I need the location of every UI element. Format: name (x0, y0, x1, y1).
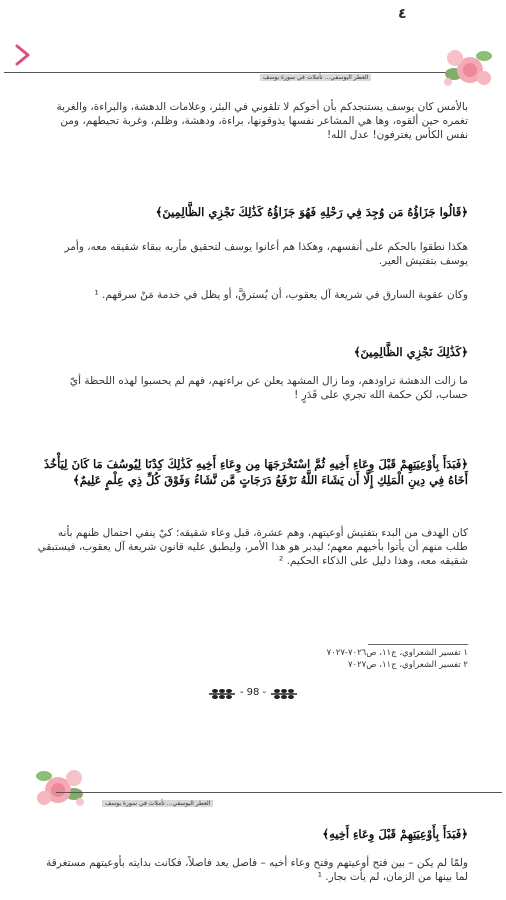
page-number: - 98 - (239, 687, 267, 698)
top-page-mark: ٤ (398, 6, 407, 22)
paragraph-4: ما زالت الدهشة تراودهم، وما زال المشهد يعلن عن براءتهم، فهم لم يحسبوا لهذه اللحظة أيّ حساب، لكن حكمة الله تجري على قَدَرٍ ! (69, 375, 468, 401)
footnote-1: ١ تفسير الشعراوي، ج١١، ص٧٠٢٦-٧٠٢٧ (326, 648, 468, 658)
flower-ornament-icon (440, 44, 494, 90)
flower-ornament-icon (34, 764, 88, 810)
next-verse-1: ﴿فَبَدَأَ بِأَوْعِيَتِهِمْ قَبْلَ وِعَاءِ أَخِيهِ﴾ (322, 827, 468, 841)
footnote-2: ٢ تفسير الشعراوي، ج١١، ص٧٠٢٧ (347, 660, 468, 670)
footnote-rule (368, 644, 468, 645)
paragraph-5: كان الهدف من البدء بتفتيش أوعيتهم، وهم عشرة، قبل وعاء شقيقه؛ كيْ ينفي احتمال ظنهم بأنه طلب منهم أن يأتوا بأخيهم معهم؛ ليدبر هو هذا الأمر، وليطبق عليه قانون شريعة آل يعقوب، فيستبقي شقيقه معه، وهذا دليل على الذكاء الحكيم. ² (37, 527, 468, 567)
verse-3: ﴿فَبَدَأَ بِأَوْعِيَتِهِمْ قَبْلَ وِعَاءِ أَخِيهِ ثُمَّ اسْتَخْرَجَهَا مِن وِعَاءِ أَخِيهِ كَذَٰلِكَ كِدْنَا لِيُوسُفَ مَا كَانَ لِيَأْخُذَ أَخَاهُ فِي دِينِ الْمَلِكِ إِلَّا أَن يَشَاءَ اللَّهُ نَرْفَعُ دَرَجَاتٍ مَّن نَّشَاءُ وَفَوْقَ كُلِّ ذِي عِلْمٍ عَلِيمٌ﴾ (43, 457, 468, 487)
paragraph-2: هكذا نطقوا بالحكم على أنفسهم، وهكذا هم أعانوا يوسف لتحقيق مأربه ببقاء شقيقه معه، وأمر يوسف بتفتيش العير. (64, 241, 468, 267)
next-paragraph-1: ولمّا لم يكن – بين فتح أوعيتهم وفتح وعاء أخيه – فاصل يعد فاصلاً، فكانت بدايته بأوعيتهم مستغرقة لما بينها من الزمان، لم يأت بجار. ¹ (46, 857, 468, 883)
leaf-ornament-icon (270, 686, 298, 705)
verse-2: ﴿كَذَٰلِكَ نَجْزِي الظَّالِمِينَ﴾ (353, 345, 468, 359)
chevron-right-icon[interactable] (12, 44, 34, 66)
next-header-title: العطر اليوسفي... تأملات في سورة يوسف (102, 800, 213, 807)
header-title: العطر اليوسفي... تأملات في سورة يوسف (260, 74, 371, 81)
verse-1: ﴿قَالُوا جَزَاؤُهُ مَن وُجِدَ فِي رَحْلِهِ فَهُوَ جَزَاؤُهُ كَذَٰلِكَ نَجْزِي الظَّالِمِينَ﴾ (155, 205, 468, 219)
paragraph-1: بالأمس كان يوسف يستنجدكم بأن أخوكم لا تلقوني في البئر، وعلامات الدهشة، والبراءة، والغربة تغمره حين ألقوه، وها هي المشاعر نفسها يذوقونها، براءة، ودهشة، وظلم، وغربة تحيطهم، ومن نفس الكأس يغترفون! عدل الله! (56, 101, 468, 141)
next-header-rule (56, 792, 502, 793)
header-rule (4, 72, 450, 73)
paragraph-3: وكان عقوبة السارق في شريعة آل يعقوب، أن يُسترقَّ، أو يظل في خدمة مَنْ سرقهم. ¹ (94, 289, 468, 301)
